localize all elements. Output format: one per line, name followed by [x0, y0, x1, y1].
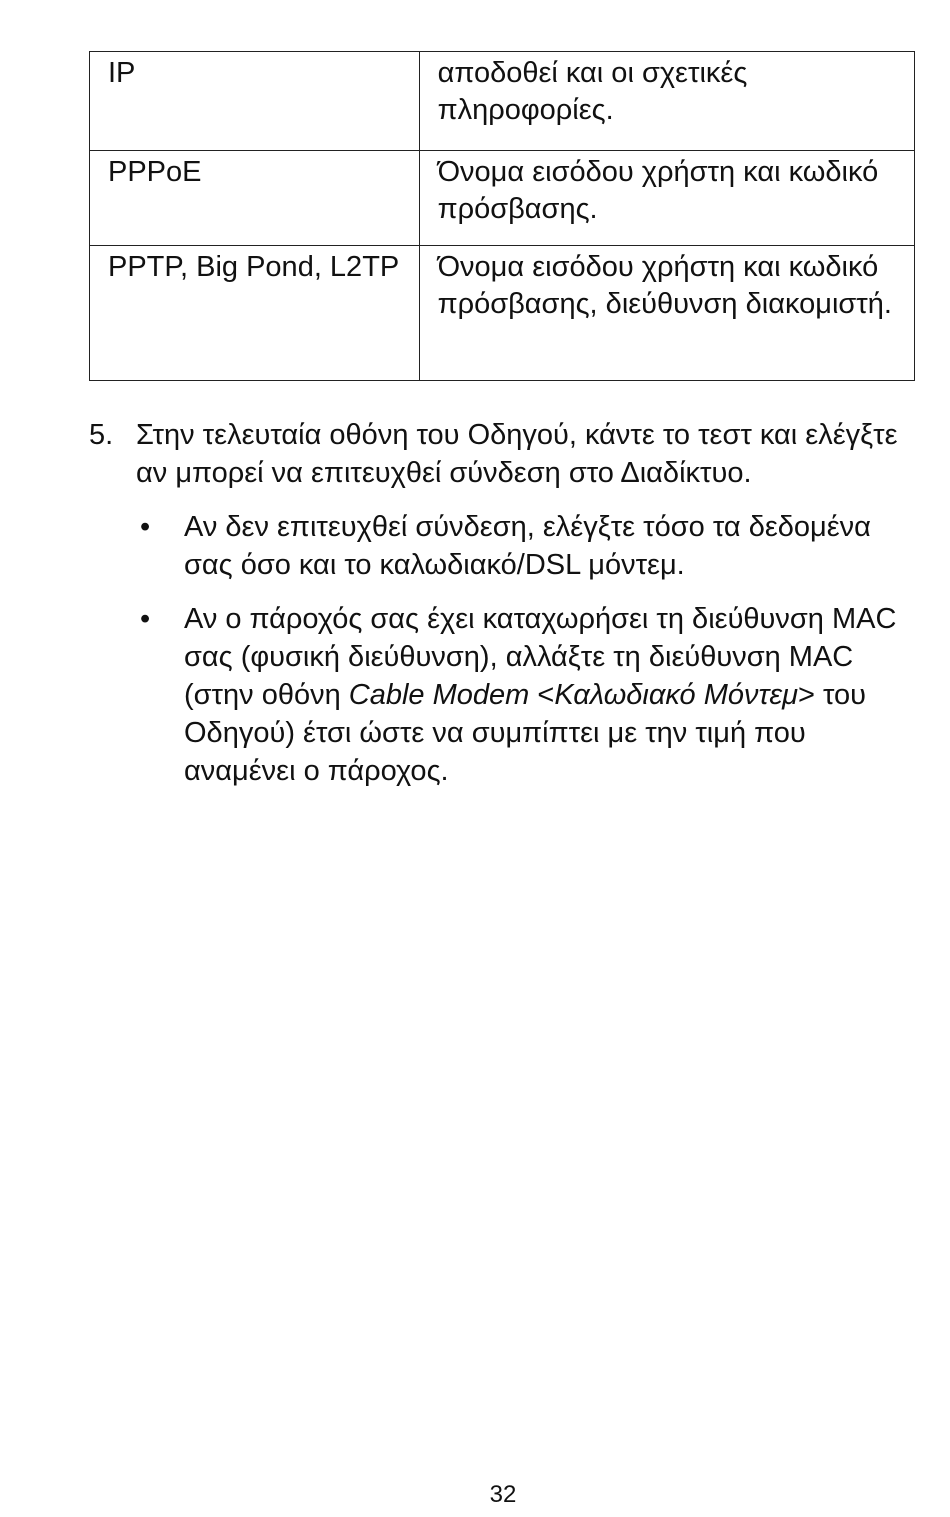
table-cell-type: PPTP, Big Pond, L2TP	[90, 246, 420, 381]
step-number: 5.	[89, 419, 114, 451]
step-5	[89, 416, 919, 806]
table-row	[90, 151, 915, 246]
bullet-list	[89, 508, 919, 790]
bullet-text	[184, 603, 896, 787]
table-cell-info: Όνομα εισόδου χρήστη και κωδικό πρόσβασης.	[419, 151, 914, 246]
bullet-icon: •	[140, 603, 151, 635]
table-cell-info: αποδοθεί και οι σχετικές πληροφορίες.	[419, 52, 914, 151]
table-cell-type: PPPoE	[90, 151, 420, 246]
list-item	[89, 600, 919, 790]
step-text: Στην τελευταία οθόνη του Οδηγού, κάντε το τεστ και ελέγξτε αν μπορεί να επιτευχθεί σύνδεση στο Διαδίκτυο.	[136, 419, 898, 489]
bullet-text: Αν δεν επιτευχθεί σύνδεση, ελέγξτε τόσο τα δεδομένα σας όσο και το καλωδιακό/DSL μόντεμ.	[184, 511, 871, 581]
table-cell-info: Όνομα εισόδου χρήστη και κωδικό πρόσβασης, διεύθυνση διακομιστή.	[419, 246, 914, 381]
bullet-text-part: > του Οδηγού) έτσι ώστε να συμπίπτει με την τιμή που αναμένει ο πάροχος.	[184, 679, 867, 787]
bullet-text-part: Αν ο πάροχός σας έχει καταχωρήσει τη διεύθυνση MAC σας (φυσική διεύθυνση), αλλάξτε τη διεύθυνση MAC (στην οθόνη	[184, 603, 897, 711]
bullet-icon: •	[140, 511, 151, 543]
connection-types-table	[89, 51, 915, 381]
list-item	[89, 508, 919, 584]
table-cell-type: IP	[90, 52, 420, 151]
screen-name-cable-modem-greek: Καλωδιακό Μόντεμ	[554, 679, 798, 711]
table-row	[90, 246, 915, 381]
screen-name-cable-modem: Cable Modem	[348, 679, 530, 711]
bullet-text-part: <	[529, 679, 555, 711]
page-number: 32	[489, 1481, 517, 1508]
table-row	[90, 52, 915, 151]
